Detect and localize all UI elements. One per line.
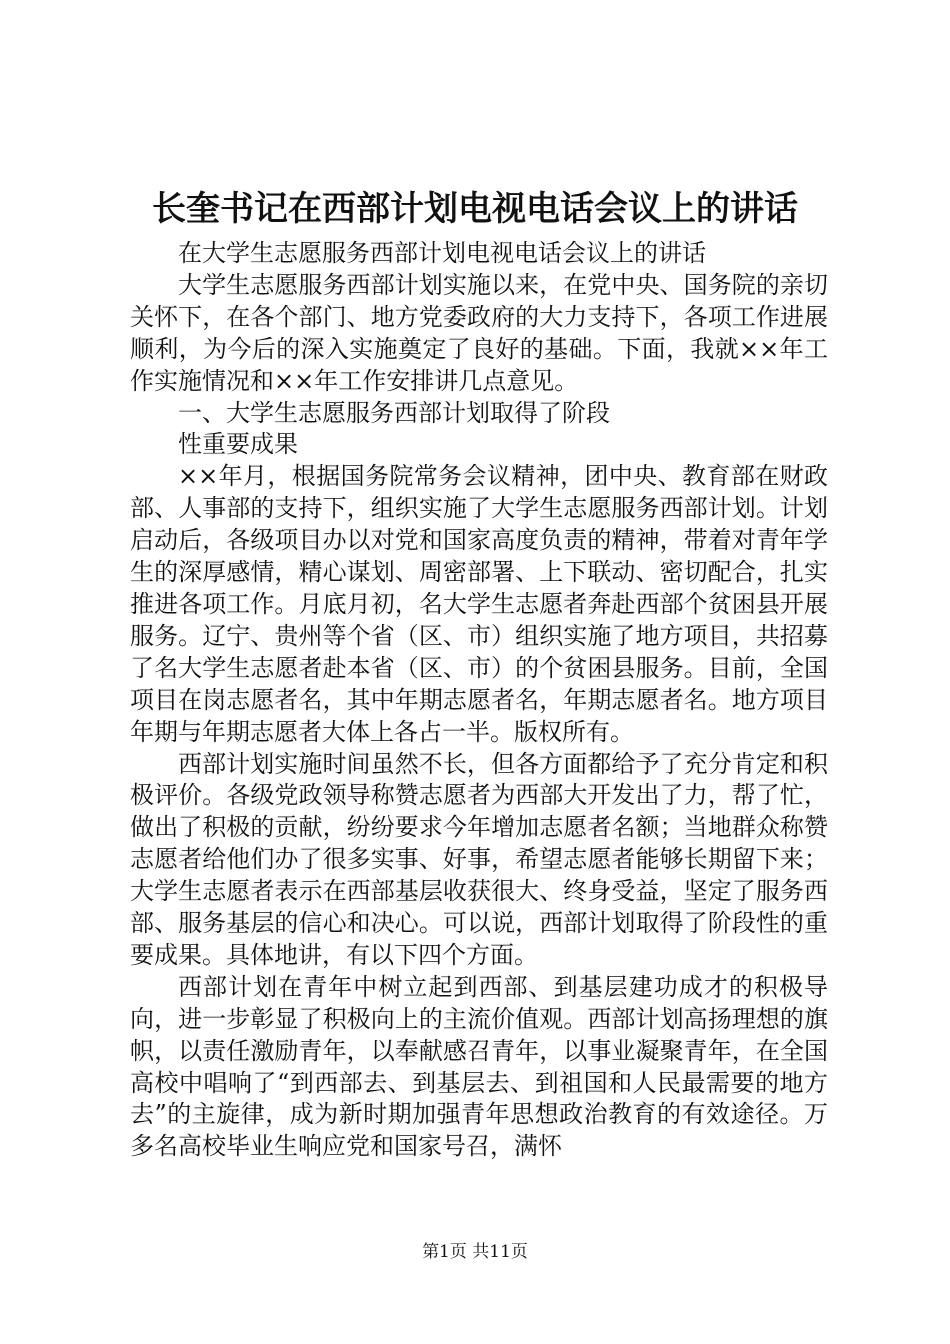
body-paragraph: 西部计划实施时间虽然不长，但各方面都给予了充分肯定和积极评价。各级党政领导称赞志愿者为西部大开发出了力，帮了忙，做出了积极的贡献，纷纷要求今年增加志愿者名额；当地群众称赞志愿者给他们办了很多实事、好事，希望志愿者能够长期留下来；大学生志愿者表示在西部基层收获很大、终身受益，坚定了服务西部、服务基层的信心和决心。可以说，西部计划取得了阶段性的重要成果。具体地讲，有以下四个方面。 (130, 749, 828, 969)
body-paragraph: 大学生志愿服务西部计划实施以来，在党中央、国务院的亲切关怀下，在各个部门、地方党委政府的大力支持下，各项工作进展顺利，为今后的深入实施奠定了良好的基础。下面，我就××年工作实施情况和××年工作安排讲几点意见。 (130, 270, 828, 395)
section-heading-continued: 性重要成果 (178, 430, 298, 459)
subtitle-paragraph: 在大学生志愿服务西部计划电视电话会议上的讲话 (178, 239, 706, 267)
document-title: 长奎书记在西部计划电视电话会议上的讲话 (152, 189, 798, 229)
body-paragraph: ××年月，根据国务院常务会议精神，团中央、教育部在财政部、人事部的支持下，组织实施了大学生志愿服务西部计划。计划启动后，各级项目办以对党和国家高度负责的精神，带着对青年学生的深厚感情，精心谋划、周密部署、上下联动、密切配合，扎实推进各项工作。月底月初，名大学生志愿者奔赴西部个贫困县开展服务。辽宁、贵州等个省（区、市）组织实施了地方项目，共招募了名大学生志愿者赴本省（区、市）的个贫困县服务。目前，全国项目在岗志愿者名，其中年期志愿者名，年期志愿者名。地方项目年期与年期志愿者大体上各占一半。版权所有。 (130, 462, 828, 746)
page-footer: 第1页 共11页 (422, 1242, 528, 1262)
section-heading: 一、大学生志愿服务西部计划取得了阶段 (178, 398, 610, 427)
document-body (130, 238, 828, 1163)
body-paragraph: 西部计划在青年中树立起到西部、到基层建功成才的积极导向，进一步彰显了积极向上的主流价值观。西部计划高扬理想的旗帜，以责任激励青年，以奉献感召青年，以事业凝聚青年，在全国高校中唱响了“到西部去、到基层去、到祖国和人民最需要的地方去”的主旋律，成为新时期加强青年思想政治教育的有效途径。万多名高校毕业生响应党和国家号召，满怀 (130, 972, 828, 1161)
